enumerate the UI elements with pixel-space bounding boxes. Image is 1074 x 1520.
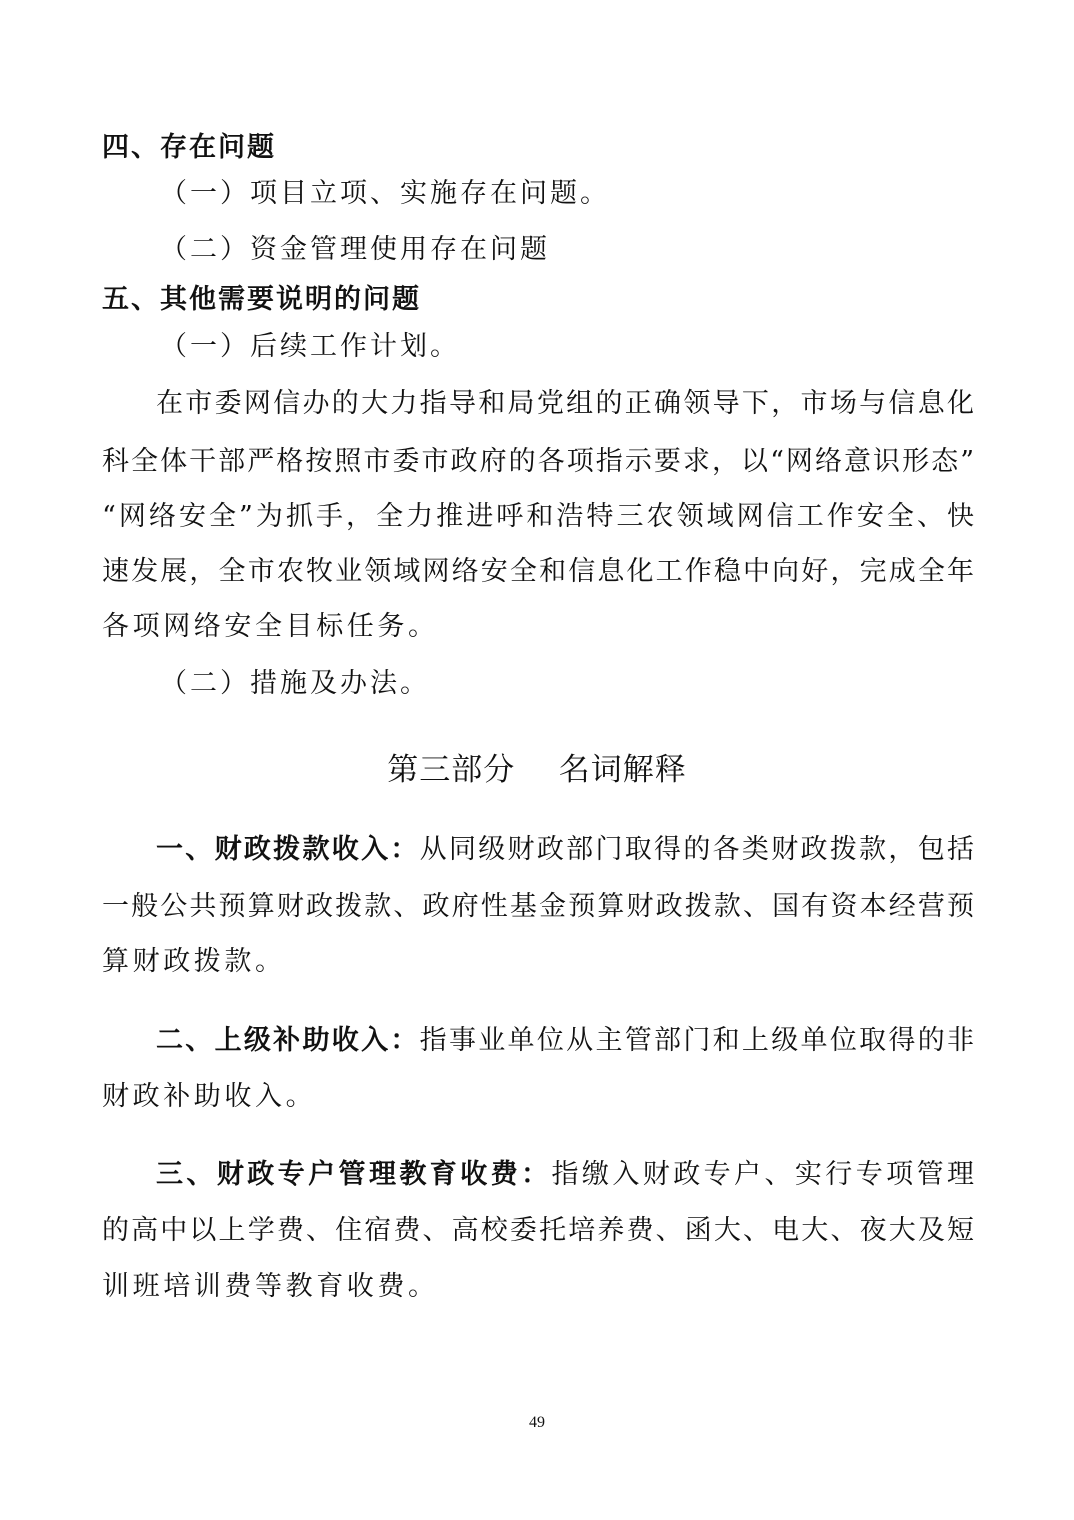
section-5-paragraph-line: “网络安全”为抓手，全力推进呼和浩特三农领域网信工作安全、快: [102, 501, 974, 532]
term-3-line: [156, 1158, 974, 1192]
term-3-line: 的高中以上学费、住宿费、高校委托培养费、函大、电大、夜大及短: [102, 1215, 974, 1246]
term-2-line: 财政补助收入。: [102, 1081, 317, 1112]
section-4-heading: 四、存在问题: [102, 132, 276, 163]
section-5-paragraph-line: 科全体干部严格按照市委市政府的各项指示要求，以“网络意识形态”: [102, 446, 974, 477]
term-1-definition: 从同级财政部门取得的各类财政拨款，包括: [419, 834, 975, 865]
term-1-line: 算财政拨款。: [102, 946, 286, 977]
section-5-item-1: （一）后续工作计划。: [160, 331, 460, 362]
section-4-item-1: （一）项目立项、实施存在问题。: [160, 178, 610, 209]
part-3-title: 第三部分 名词解释: [387, 752, 687, 788]
term-3-label: 三、财政专户管理教育收费：: [156, 1159, 552, 1190]
section-5-paragraph-line: 各项网络安全目标任务。: [102, 611, 439, 642]
term-3-line: 训班培训费等教育收费。: [102, 1271, 439, 1302]
term-3-definition: 指缴入财政专户、实行专项管理: [551, 1159, 974, 1190]
term-2-definition: 指事业单位从主管部门和上级单位取得的非: [419, 1025, 975, 1056]
term-1-label: 一、财政拨款收入：: [156, 834, 420, 865]
section-5-paragraph-line: 在市委网信办的大力指导和局党组的正确领导下，市场与信息化: [156, 388, 974, 419]
term-2-line: [156, 1024, 974, 1058]
section-5-paragraph-line: 速发展，全市农牧业领域网络安全和信息化工作稳中向好，完成全年: [102, 556, 974, 587]
term-1-line: 一般公共预算财政拨款、政府性基金预算财政拨款、国有资本经营预: [102, 891, 974, 922]
section-5-heading: 五、其他需要说明的问题: [102, 284, 421, 315]
page-number: 49: [529, 1414, 545, 1431]
section-4-item-2: （二）资金管理使用存在问题: [160, 234, 550, 265]
term-2-label: 二、上级补助收入：: [156, 1025, 420, 1056]
term-1-line: [156, 833, 974, 867]
section-5-item-2: （二）措施及办法。: [160, 668, 430, 699]
